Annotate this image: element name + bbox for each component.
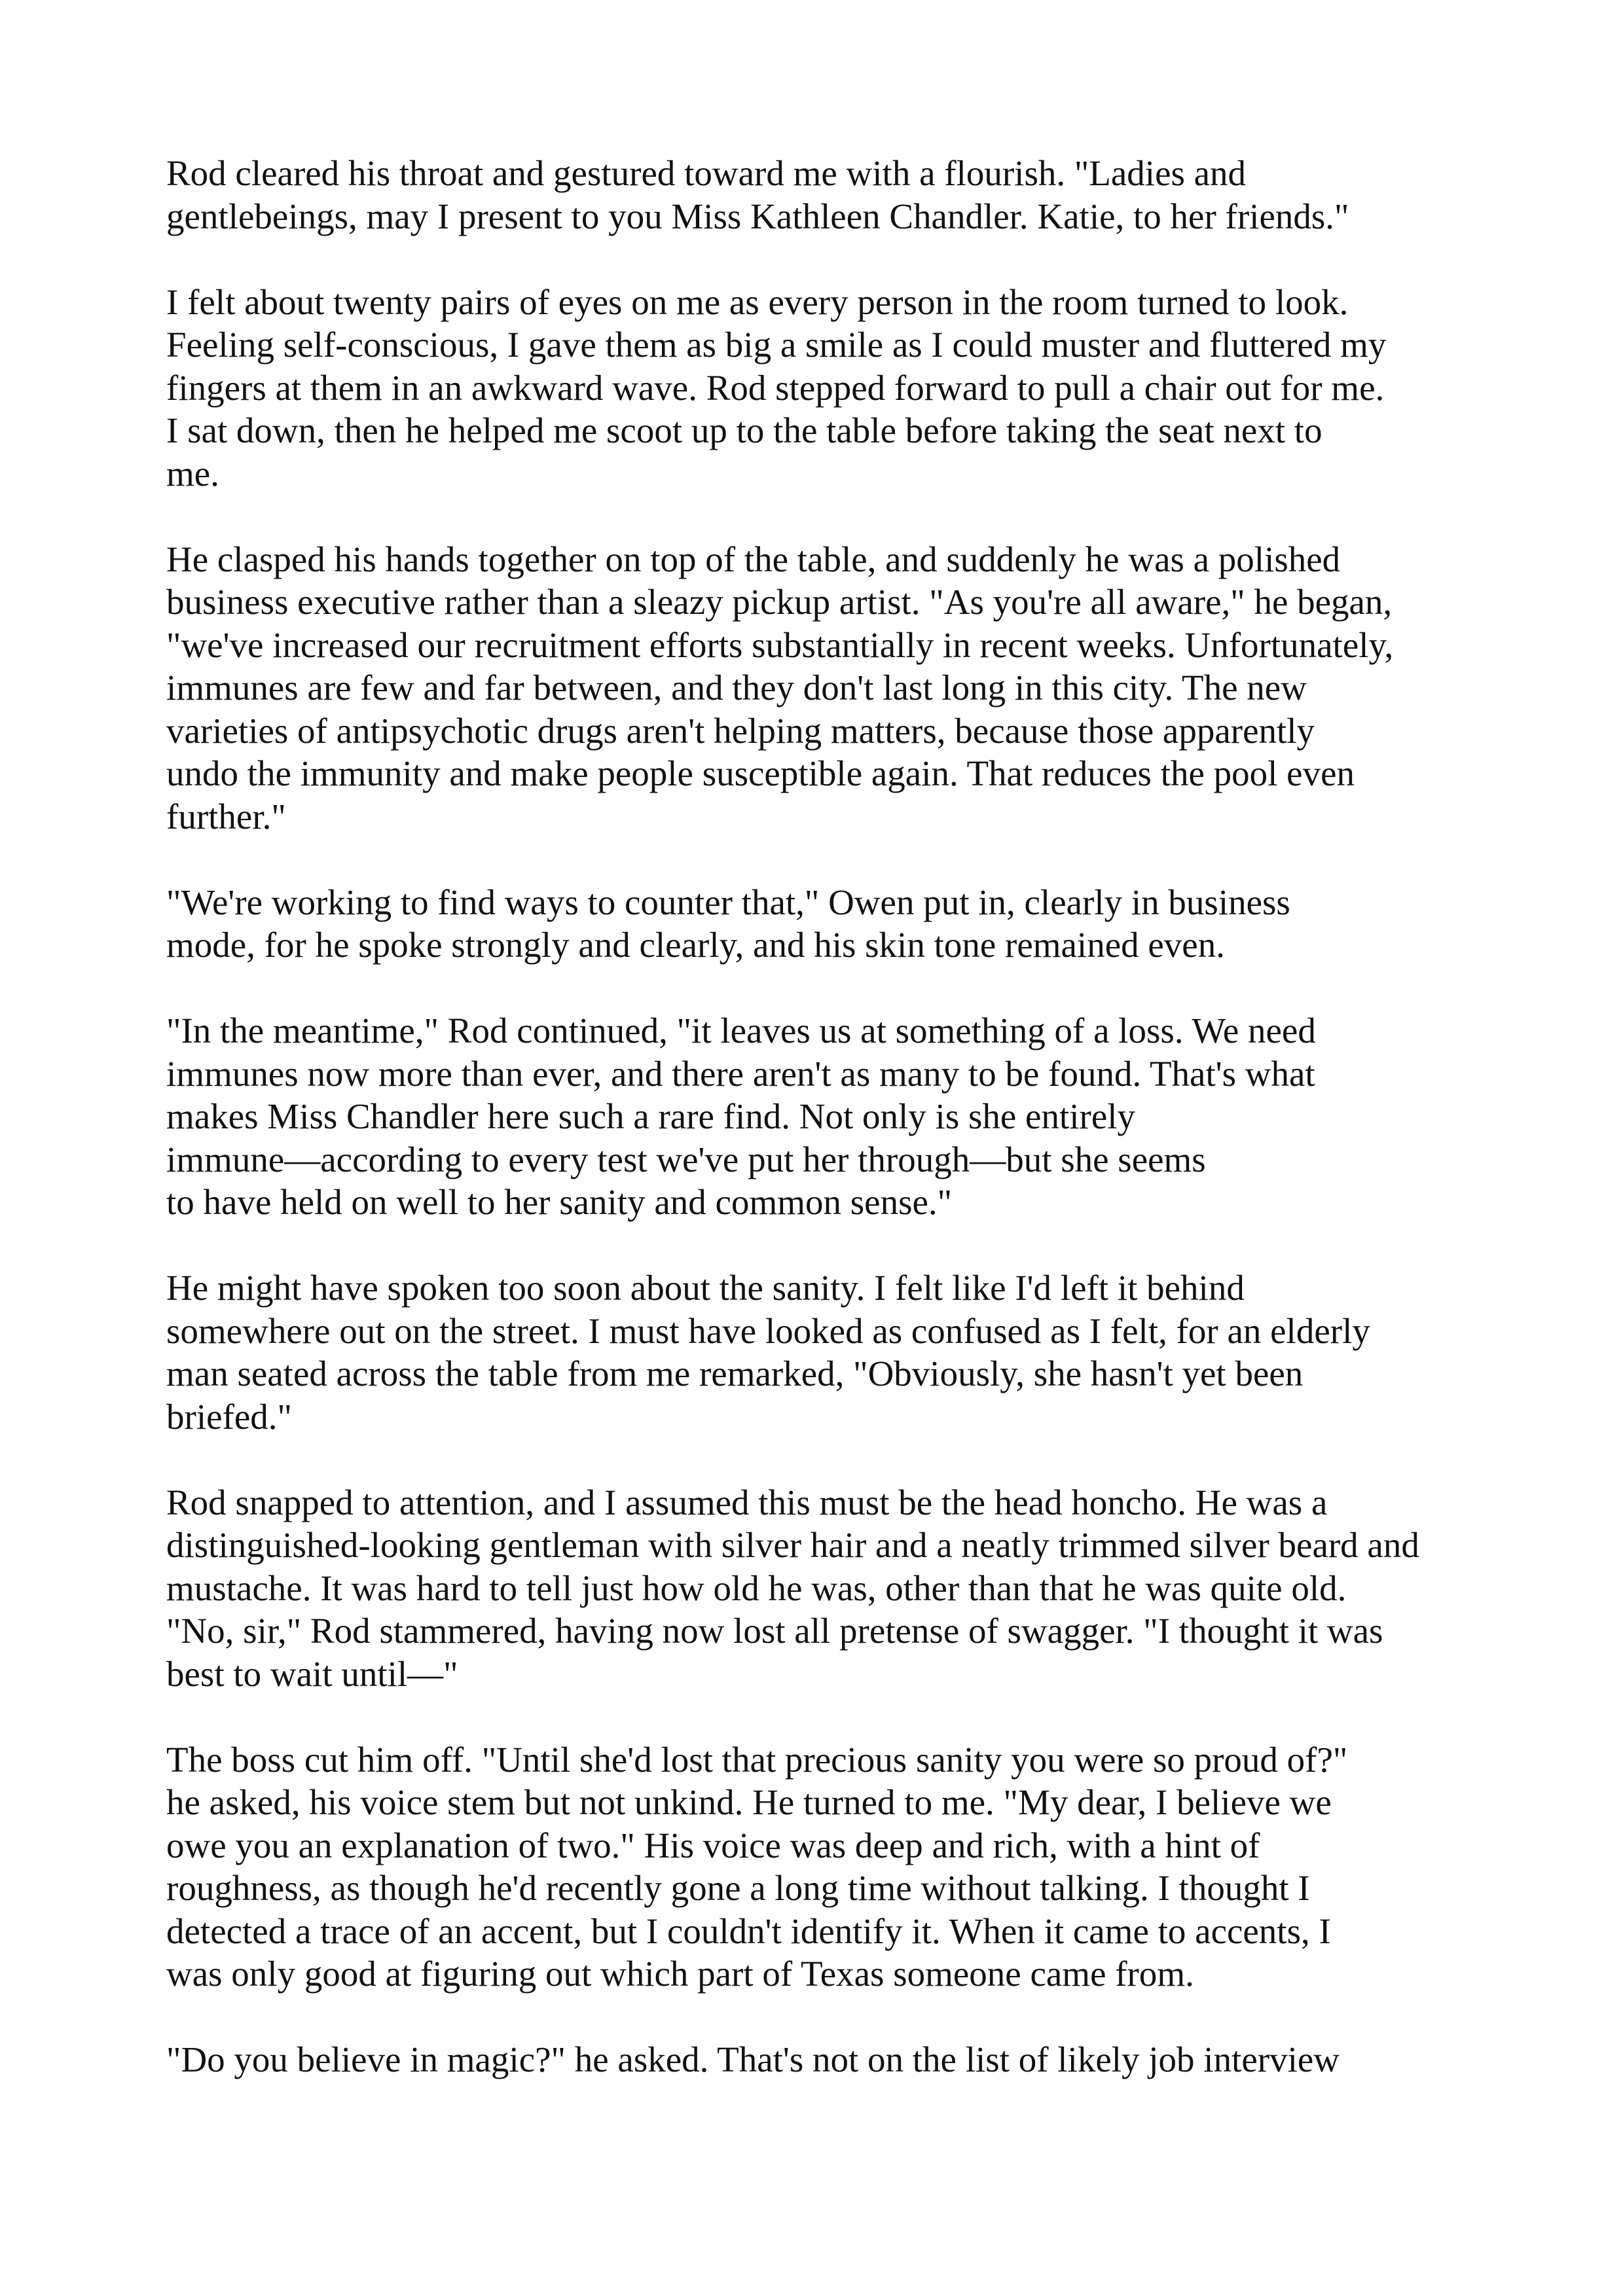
text-line: business executive rather than a sleazy pickup artist. "As you're all aware," he began, — [166, 582, 1393, 622]
text-line: The boss cut him off. "Until she'd lost that precious sanity you were so proud of?" — [166, 1739, 1348, 1780]
text-line: Rod cleared his throat and gestured toward me with a flourish. "Ladies and — [166, 153, 1247, 193]
paragraph-9 — [166, 2038, 1476, 2081]
text-line: roughness, as though he'd recently gone a long time without talking. I thought I — [166, 1868, 1310, 1908]
text-line: somewhere out on the street. I must have looked as confused as I felt, for an elderly — [166, 1310, 1370, 1351]
text-line: best to wait until—" — [166, 1653, 458, 1694]
paragraph-4 — [166, 881, 1476, 967]
text-line: He clasped his hands together on top of the table, and suddenly he was a polished — [166, 539, 1341, 579]
text-line: "Do you believe in magic?" he asked. That's not on the list of likely job interview — [166, 2039, 1340, 2079]
text-line: I felt about twenty pairs of eyes on me as every person in the room turned to look. — [166, 281, 1349, 322]
text-line: undo the immunity and make people susceptible again. That reduces the pool even — [166, 753, 1355, 793]
text-line: mode, for he spoke strongly and clearly, and his skin tone remained even. — [166, 925, 1225, 965]
text-line: detected a trace of an accent, but I couldn't identify it. When it came to accents, I — [166, 1910, 1331, 1951]
body-text — [166, 152, 1476, 2124]
paragraph-8 — [166, 1738, 1476, 1996]
paragraph-3 — [166, 538, 1476, 838]
paragraph-2 — [166, 281, 1476, 495]
text-line: immune—according to every test we've put her through—but she seems — [166, 1139, 1206, 1179]
text-line: "No, sir," Rod stammered, having now lost all pretense of swagger. "I thought it was — [166, 1611, 1383, 1651]
text-line: me. — [166, 453, 219, 493]
text-line: "we've increased our recruitment efforts substantially in recent weeks. Unfortunately, — [166, 624, 1394, 665]
text-line: He might have spoken too soon about the sanity. I felt like I'd left it behind — [166, 1268, 1245, 1308]
text-line: immunes now more than ever, and there aren't as many to be found. That's what — [166, 1053, 1315, 1094]
text-line: mustache. It was hard to tell just how old he was, other than that he was quite old. — [166, 1568, 1347, 1608]
text-line: varieties of antipsychotic drugs aren't helping matters, because those apparently — [166, 710, 1315, 751]
text-line: to have held on well to her sanity and common sense." — [166, 1182, 953, 1222]
paragraph-7 — [166, 1481, 1476, 1696]
text-line: was only good at figuring out which part of Texas someone came from. — [166, 1954, 1194, 1994]
text-line: briefed." — [166, 1396, 292, 1437]
text-line: Feeling self-conscious, I gave them as big a smile as I could muster and fluttered my — [166, 325, 1387, 365]
text-line: fingers at them in an awkward wave. Rod stepped forward to pull a chair out for me. — [166, 367, 1385, 408]
text-line: "In the meantime," Rod continued, "it leaves us at something of a loss. We need — [166, 1011, 1316, 1050]
text-line: immunes are few and far between, and they don't last long in this city. The new — [166, 668, 1307, 708]
text-line: man seated across the table from me remarked, "Obviously, she hasn't yet been — [166, 1354, 1304, 1393]
text-line: "We're working to find ways to counter that," Owen put in, clearly in business — [166, 882, 1290, 922]
text-line: distinguished-looking gentleman with silver hair and a neatly trimmed silver beard and — [166, 1525, 1419, 1565]
text-line: gentlebeings, may I present to you Miss Kathleen Chandler. Katie, to her friends." — [166, 196, 1349, 236]
text-line: owe you an explanation of two." His voice was deep and rich, with a hint of — [166, 1825, 1260, 1865]
paragraph-1 — [166, 152, 1476, 238]
text-line: Rod snapped to attention, and I assumed this must be the head honcho. He was a — [166, 1482, 1328, 1522]
text-line: he asked, his voice stem but not unkind. He turned to me. "My dear, I believe we — [166, 1782, 1332, 1822]
paragraph-5 — [166, 1009, 1476, 1224]
text-line: makes Miss Chandler here such a rare find. Not only is she entirely — [166, 1096, 1136, 1136]
text-line: I sat down, then he helped me scoot up to the table before taking the seat next to — [166, 410, 1322, 450]
paragraph-6 — [166, 1266, 1476, 1438]
text-line: further." — [166, 796, 286, 836]
